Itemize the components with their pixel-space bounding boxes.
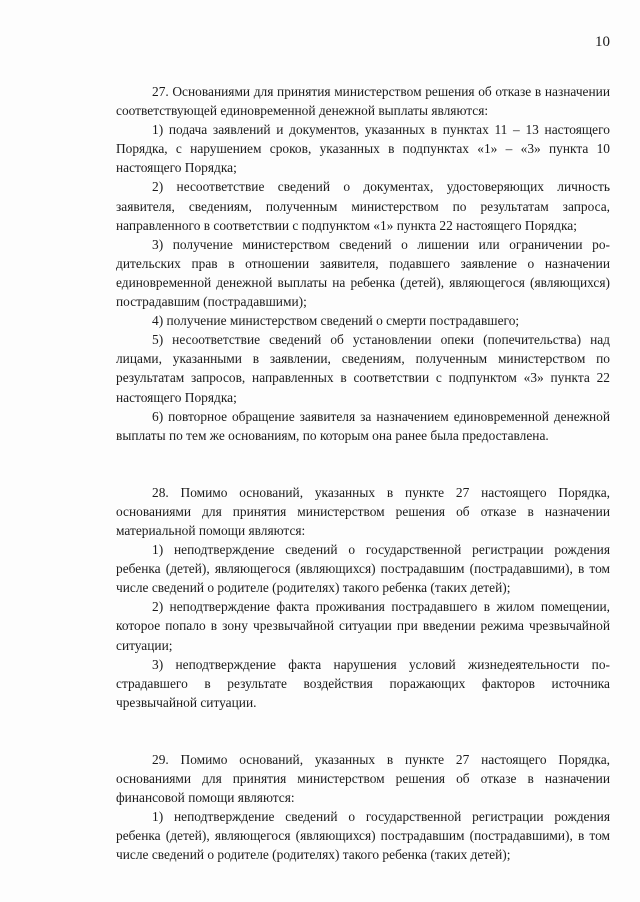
page-number: 10 bbox=[595, 34, 610, 50]
clause-27-item-6: 6) повторное обращение заявителя за назначением единовременной денежной выплаты по тем же основаниям, по которым она ранее была предоставлена. bbox=[116, 408, 610, 443]
clause-27-item-2: 2) несоответствие сведений о документах, удостоверяющих личность заявителя, сведениям, полученным министерством по результатам запроса, направленного в соответствии с подпунктом «1» пункта 22 настоящего Порядка; bbox=[116, 179, 610, 233]
clause-28 bbox=[116, 483, 610, 712]
clause-27-heading: 27. Основаниями для принятия министерством решения об отказе в назначении соответствующей единовременной денежной выплаты являются: bbox=[116, 84, 610, 119]
clause-28-heading: 28. Помимо оснований, указанных в пункте 27 настоящего Порядка, основаниями для принятия министерством решения об отказе в назначении материальной помощи являются: bbox=[116, 484, 610, 538]
clause-28-item-1: 1) неподтверждение сведений о государственной регистрации рождения ребенка (детей), являющегося (являющихся) пострадавшим (пострадавшими), в том числе сведений о родителе (родителях) такого ребенка (таких детей); bbox=[116, 542, 610, 596]
clause-27-item-1: 1) подача заявлений и документов, указанных в пунктах 11 – 13 настоящего Порядка, с нарушением сроков, указанных в подпунктах «1» – «3» пункта 10 настоящего Порядка; bbox=[116, 122, 610, 176]
clause-28-item-2: 2) неподтверждение факта проживания пострадавшего в жилом помещении, которое попало в зону чрезвычайной ситуации при введении режима чрезвычайной ситуации; bbox=[116, 599, 610, 653]
clause-27-item-3: 3) получение министерством сведений о лишении или ограничении родительских прав в отношении заявителя, подавшего заявление о назначении единовременной денежной выплаты на ребенка (детей), являющегося (являющихся) пострадавшим (пострадавшими); bbox=[116, 236, 610, 310]
clause-27-item-4: 4) получение министерством сведений о смерти пострадавшего; bbox=[152, 313, 520, 329]
clause-27-item-5: 5) несоответствие сведений об установлении опеки (попечительства) над лицами, указанными в заявлении, сведениям, полученным министерством по результатам запросов, направленных в соответствии с подпунктом «3» пункта 22 настоящего Порядка; bbox=[116, 332, 610, 405]
clause-29-item-1: 1) неподтверждение сведений о государственной регистрации рождения ребенка (детей), являющегося (являющихся) пострадавшим (пострадавшими), в том числе сведений о родителе (родителях) такого ребенка (таких детей); bbox=[116, 809, 610, 863]
document-body bbox=[116, 82, 610, 902]
clause-29 bbox=[116, 750, 610, 865]
clause-29-heading: 29. Помимо оснований, указанных в пункте 27 настоящего Порядка, основаниями для принятия министерством решения об отказе в назначении финансовой помощи являются: bbox=[116, 751, 610, 806]
clause-28-item-3: 3) неподтверждение факта нарушения условий жизнедеятельности пострадавшего в результате воздействия поражающих факторов источника чрезвычайной ситуации. bbox=[116, 656, 610, 710]
clause-27 bbox=[116, 82, 610, 445]
